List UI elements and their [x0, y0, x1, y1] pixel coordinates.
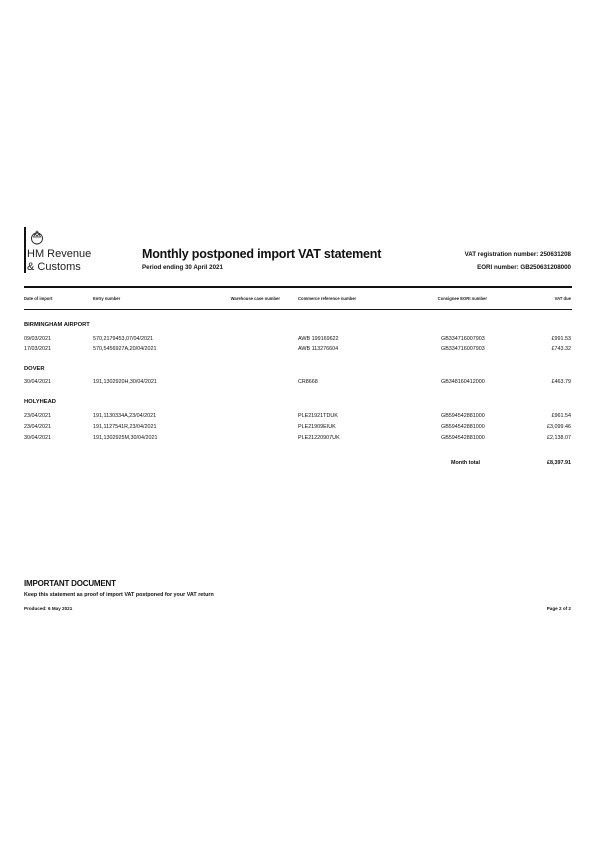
- cell-consignee: GB334716007903: [441, 336, 485, 342]
- month-total-value: £8,397.91: [547, 460, 571, 466]
- statement-title: Monthly postponed import VAT statement: [142, 247, 382, 261]
- column-header-date: Date of import: [24, 296, 53, 301]
- cell-vat-due: £961.54: [551, 413, 571, 419]
- statement-period: Period ending 30 April 2021: [142, 264, 223, 271]
- vat-registration-number: VAT registration number: 250631208: [464, 251, 571, 258]
- group-heading: DOVER: [24, 366, 45, 372]
- cell-consignee: GB594542881000: [441, 413, 485, 419]
- cell-commerce-ref: AWB 199169622: [298, 336, 339, 342]
- logo-divider: [24, 227, 26, 273]
- cell-date: 30/04/2021: [24, 379, 51, 385]
- produced-date: Produced: 6 May 2021: [24, 606, 73, 611]
- cell-consignee: GB348160412000: [441, 379, 485, 385]
- cell-vat-due: £3,099.46: [547, 424, 571, 430]
- cell-vat-due: £463.79: [551, 379, 571, 385]
- cell-consignee: GB594542881000: [441, 435, 485, 441]
- header-rule: [24, 286, 572, 288]
- cell-date: 23/04/2021: [24, 413, 51, 419]
- cell-consignee: GB594542881000: [441, 424, 485, 430]
- column-header-consignee: Consignee EORI number: [437, 296, 487, 301]
- page-number: Page 2 of 2: [546, 606, 571, 611]
- royal-crest-icon: [29, 229, 45, 245]
- eori-number: EORI number: GB250631208000: [477, 264, 571, 271]
- cell-entry: 191,1302925M,30/04/2021: [93, 435, 158, 441]
- cell-vat-due: £2,138.07: [547, 435, 571, 441]
- month-total-label: Month total: [451, 460, 481, 466]
- cell-date: 09/03/2021: [24, 336, 51, 342]
- column-header-commerce-ref: Commerce reference number: [298, 296, 357, 301]
- cell-commerce-ref: PLE21921TDUK: [298, 413, 338, 419]
- column-header-warehouse: Warehouse case number: [230, 296, 280, 301]
- organisation-line-1: HM Revenue: [27, 248, 92, 260]
- cell-commerce-ref: PLE21909EIUK: [298, 424, 336, 430]
- column-header-rule: [24, 309, 572, 310]
- cell-commerce-ref: PLE21220907UK: [298, 435, 340, 441]
- group-heading: HOLYHEAD: [24, 399, 56, 405]
- cell-vat-due: £743.32: [551, 346, 571, 352]
- important-document-heading: IMPORTANT DOCUMENT: [24, 579, 116, 588]
- cell-vat-due: £991.53: [551, 336, 571, 342]
- cell-date: 23/04/2021: [24, 424, 51, 430]
- cell-entry: 191,1302920H,30/04/2021: [93, 379, 157, 385]
- cell-date: 30/04/2021: [24, 435, 51, 441]
- cell-commerce-ref: CR8668: [298, 379, 318, 385]
- cell-date: 17/03/2021: [24, 346, 51, 352]
- cell-entry: 191,1130334A,23/04/2021: [93, 413, 157, 419]
- cell-entry: 570,2179453,07/04/2021: [93, 336, 153, 342]
- cell-commerce-ref: AWB 113276604: [298, 346, 339, 352]
- group-heading: BIRMINGHAM AIRPORT: [24, 322, 90, 328]
- column-header-vat-due: VAT due: [554, 296, 571, 301]
- cell-entry: 570,5456927A,20/04/2021: [93, 346, 157, 352]
- cell-entry: 191,1127541R,23/04/2021: [93, 424, 157, 430]
- column-header-entry: Entry number: [93, 296, 121, 301]
- important-document-note: Keep this statement as proof of import VAT postponed for your VAT return: [24, 592, 214, 598]
- cell-consignee: GB334716007903: [441, 346, 485, 352]
- organisation-name: [27, 248, 91, 273]
- organisation-line-2: & Customs: [27, 260, 81, 273]
